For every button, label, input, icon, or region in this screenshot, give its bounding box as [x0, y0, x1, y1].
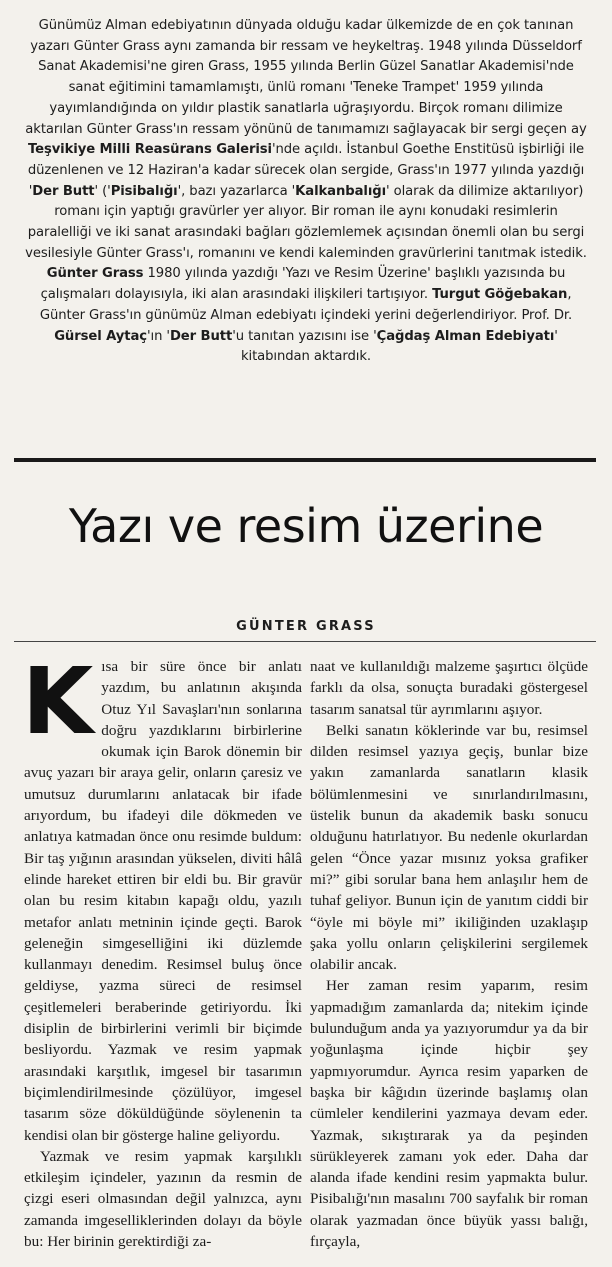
article-title: Yazı ve resim üzerine: [68, 499, 544, 553]
paragraph: naat ve kullanıldığı malzeme şaşırtıcı ölçüde farklı da olsa, sonuçta buradaki göstergesel tasarım sanatsal tür ayrımlarını aşıyor.: [310, 658, 588, 718]
paragraph: Yazmak ve resim yapmak karşılıklı etkileşim içindeler, yazının da resmin de çizgi eseri olmasından değil yalnızca, aynı zamanda imgeselliklerinden dolayı da böyle bu: Her birinin gerektirdiği za-: [24, 1147, 302, 1251]
intro-paragraph: Günümüz Alman edebiyatının dünyada olduğu kadar ülkemizde de en çok tanınan yazarı Günter Grass aynı zamanda bir ressam ve heykeltraş. 1948 yılında Düsseldorf Sanat Akademisi'ne giren Grass, 1955 yılında Berlin Güzel Sanatlar Akademisi'nde sanat eğitimini tamamlamıştı, ünlü romanı 'Teneke Trampet' 1959 yılında yayımlandığında on yıldır plastik sanatlarla uğraşıyordu. Birçok romanı dilimize aktarılan Günter Grass'ın ressam yönünü de tanımamızı sağlayacak bir sergi geçen ay Teşvikiye Milli Reasürans Galerisi'nde açıldı. İstanbul Goethe Enstitüsü işbirliği ile düzenlenen ve 12 Haziran'a kadar sürecek olan sergide, Grass'ın 1977 yılında yazdığı 'Der Butt' ('Pisibalığı', bazı yazarlarca 'Kalkanbalığı' olarak da dilimize aktarılıyor) romanı için yaptığı gravürler yer alıyor. Bir roman ile aynı konudaki resimlerin paralelliği ve iki sanat arasındaki bağları gözlemlemek açısından önemli olan bu sergi vesilesiyle Günter Grass'ı, romanını ve kendi kaleminden gravürlerini tanıtmak istedik. Günter Grass 1980 yılında yazdığı 'Yazı ve Resim Üzerine' başlıklı yazısında bu çalışmaları dolayısıyla, iki alan arasındaki ilişkileri tartışıyor. Turgut Göğebakan, Günter Grass'ın günümüz Alman edebiyatı içindeki yerini değerlendiriyor. Prof. Dr. Gürsel Aytaç'ın 'Der Butt'u tanıtan yazısını ise 'Çağdaş Alman Edebiyatı' kitabından aktardık.: [25, 18, 587, 365]
gallery-name: Teşvikiye Milli Reasürans Galerisi: [27, 142, 272, 158]
paragraph: Kısa bir süre önce bir anlatı yazdım, bu anlatının akışında Otuz Yıl Savaşları'nın sonlarına doğru yazdıklarını birbirlerine okumak için Barok dönemin bir avuç yazarı bir araya gelir, onların çaresiz ve umutsuz durumlarını anlatacak bir ifade arıyordum, bu ifadeyi dile dökmeden ve anlatıya katmadan önce onu resimde buldum: Bir taş yığının arasından yükselen, diviti hâlâ elinde hareket ettiren bir eldi bu. Bir gravür olan bu resim kitabın kapağı oldu, yazılı metafor anlatı metninin içinde geçti. Barok geleneğin simgeselliğini iki düzlemde kullanmayı denedim. Resimsel buluş önce geldiyse, yazma süreci de resimsel çeşitlemeleri beraberinde getiriyordu. İki disiplin de birbirlerini verimli bir biçimde besliyordu. Yazmak ve resim yapmak arasındaki karşıtlık, imgesel bir tasarımın biçimlendirilmesinde çözülüyor, imgesel tasarım söze döküldüğünde söylenenin ta kendisi olan bir gösterge haline geliyordu.: [22, 648, 302, 1144]
article-author: GÜNTER GRASS: [236, 619, 376, 634]
author-divider: [14, 641, 596, 642]
article-column-right: [310, 656, 588, 1252]
drop-cap: K: [22, 648, 94, 755]
section-divider: [14, 458, 596, 462]
paragraph: Belki sanatın köklerinde var bu, resimsel dilden resimsel yazıya geçiş, bunlar bize yakın zamanlarda sanatların klasik bölümlenmesini ve sınırlandırılmasını, üstelik bunun da akademik baskı sonucu olduğunu hatırlatıyor. Bu nedenle okurlardan gelen “Önce yazar mısınız yoksa grafiker mi?” gibi sorular bana hem anlaşılır hem de tuhaf geliyor. Bunun için de yanıtım ciddi bir “öyle mi böyle mi” ikiliğinden uzaklaşıp şaka yollu onların çelişkilerini sergilemek olabilir ancak.: [310, 721, 588, 974]
article-column-left: [22, 648, 302, 1252]
paragraph: Her zaman resim yaparım, resim yapmadığım zamanlarda da; nitekim içinde bulunduğum anda ya yazıyorumdur ya da bir yoğunlaşma içinde hiçbir şey yapmıyorumdur. Ayrıca resim yaparken de başka bir kâğıdın üzerinde başlamış olan cümleler kendilerini yazmaya devam eder. Yazmak, sıkıştırarak ya da peşinden sürükleyerek zamanı yok eder. Daha dar alanda ifade kendini resim yapmakta bulur. Pisibalığı'nın masalını 700 sayfalık bir roman olarak yazmadan önce büyük yassı balığı, fırçayla,: [310, 977, 588, 1251]
author-name-bold: Günter Grass: [46, 266, 144, 282]
